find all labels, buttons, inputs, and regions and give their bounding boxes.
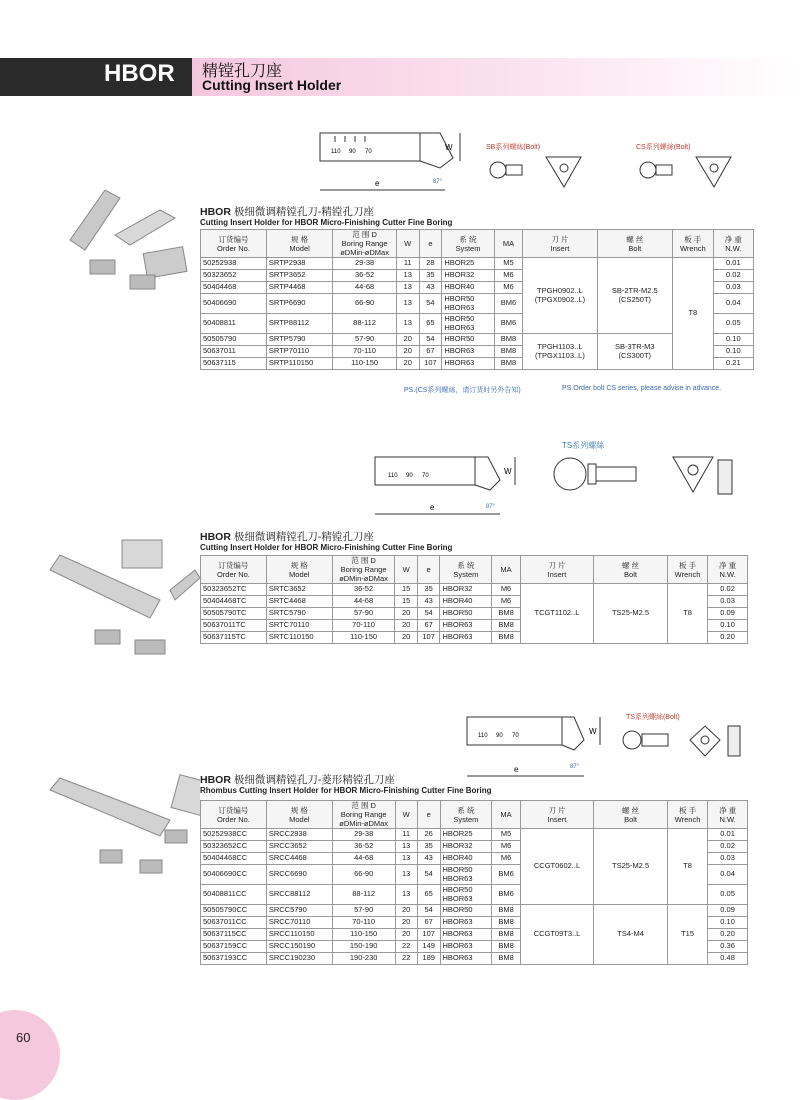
section-3-title: HBOR 极细微调精镗孔刀-菱形精镗孔刀座 xyxy=(200,774,395,786)
bolt-2: TS25-M2.5 xyxy=(594,584,668,644)
section-1-title: HBOR 极细微调精镗孔刀-精镗孔刀座 xyxy=(200,206,374,218)
table-row: 50505790CC SRCC5790 57-90 20 54 HBOR50 BM8 CCGT09T3..L TS4-M4 T15 0.09 xyxy=(201,905,748,917)
svg-text:e: e xyxy=(430,503,435,512)
table-row: 50505790TC SRTC5790 57-90 20 54 HBOR50 BM8 0.09 xyxy=(201,608,748,620)
spec-table-3: 订货编号 Order No. 规 格 Model 范 围 D Boring Range øDMin-øDMax W e 系 统 System MA 刀 片 Insert 螺 丝 Bolt 板 手 Wrench 净 重 N.W. 50252938CC SRCC2938 29-38 11 26 HBOR25 M5 CCGT0602..L TS25-M2.5 T8 0.01 50323652CC SRCC3652 36-52 13 35 HBOR32 M6 0.02 50404468CC SRCC4468 44-68 13 43 HBOR40 M6 0.03 50406690CC SRCC6690 66-90 13 54 HBOR50 HBOR63 BM6 0.04 50408811CC SRCC88112 88-112 13 65 HBOR50 HBOR63 BM6 0.05 50505790CC SRCC5790 57-90 20 54 HBOR50 BM8 CCGT09T3..L TS4-M4 T15 0.09 50637011CC SRCC70110 70-110 20 67 HBOR63 BM8 0.10 50637115CC SRCC110150 110-150 20 107 HBOR63 BM8 0.20 50637159CC SRCC150190 150-190 22 149 HBOR63 BM8 0.36 50637193CC SRCC190230 190-230 22 189 HBOR63 BM8 0.48 xyxy=(200,800,748,965)
holder-diagram-3 xyxy=(462,712,612,784)
dim-w: W xyxy=(445,143,453,152)
svg-text:e: e xyxy=(514,765,519,774)
header-title-cn: 精镗孔刀座 xyxy=(202,63,283,80)
th-bolt: 螺 丝 Bolt xyxy=(597,230,673,258)
table-row: 50323652TC SRTC3652 36-52 15 35 HBOR32 M6 TCGT1102..L TS25-M2.5 T8 0.02 xyxy=(201,584,748,596)
tick-90: 90 xyxy=(349,149,356,155)
product-photo-1 xyxy=(60,180,200,300)
table-row: 50406690 SRTP6690 66-90 13 54 HBOR50 HBOR63 BM6 0.04 xyxy=(201,294,754,314)
ts-bolt-diagram xyxy=(548,452,758,502)
wrench-group-3a: T8 xyxy=(667,829,707,905)
svg-text:W: W xyxy=(504,467,512,476)
svg-text:90: 90 xyxy=(496,733,503,739)
bolt-group-3a: TS25-M2.5 xyxy=(594,829,668,905)
table-row: 50252938CC SRCC2938 29-38 11 26 HBOR25 M5 CCGT0602..L TS25-M2.5 T8 0.01 xyxy=(201,829,748,841)
bolt-group-2: SB-3TR-M3 (CS300T) xyxy=(597,334,673,370)
th-range: 范 围 D Boring Range øDMin-øDMax xyxy=(333,230,397,258)
sb-bolt-diagram xyxy=(486,152,606,192)
table-row: 50406690CC SRCC6690 66-90 13 54 HBOR50 HBOR63 BM6 0.04 xyxy=(201,865,748,885)
table-row: 50505790 SRTP5790 57-90 20 54 HBOR50 BM8 TPGH1103..L (TPGX1103..L) SB-3TR-M3 (CS300T) 0.10 xyxy=(201,334,754,346)
table-row: 50637011CC SRCC70110 70-110 20 67 HBOR63 BM8 0.10 xyxy=(201,917,748,929)
wrench-group-3b: T15 xyxy=(667,905,707,965)
note-cn: PS.(CS系列螺絲，请订货时另外告知) xyxy=(404,387,521,394)
svg-text:W: W xyxy=(589,727,597,736)
table-row: 50637011 SRTP70110 70-110 20 67 HBOR63 BM8 0.10 xyxy=(201,346,754,358)
tick-70: 70 xyxy=(365,149,372,155)
table-row: 50323652 SRTP3652 36-52 13 35 HBOR32 M6 0.02 xyxy=(201,270,754,282)
svg-text:87°: 87° xyxy=(570,764,580,770)
insert-group-2: TPGH1103..L (TPGX1103..L) xyxy=(523,334,597,370)
th-system: 系 统 System xyxy=(442,230,494,258)
section-1-subtitle: Cutting Insert Holder for HBOR Micro-Finishing Cutter Fine Boring xyxy=(200,218,453,227)
table-row: 50404468CC SRCC4468 44-68 13 43 HBOR40 M6 0.03 xyxy=(201,853,748,865)
wrench-1: T8 xyxy=(673,258,714,370)
note-en: PS.Order bolt CS series, please advise in advance. xyxy=(562,385,722,392)
spec-table-2: 订货编号 Order No. 规 格 Model 范 围 D Boring Range øDMin-øDMax W e 系 统 System MA 刀 片 Insert 螺 丝 Bolt 板 手 Wrench 净 重 N.W. 50323652TC SRTC3652 36-52 15 35 HBOR32 M6 TCGT1102..L TS25-M2.5 T8 0.02 50404468TC SRTC4468 44-68 15 43 HBOR40 M6 0.03 50505790TC SRTC5790 57-90 20 54 HBOR50 BM8 0.09 50637011TC SRTC70110 70-110 20 67 HBOR63 BM8 0.10 50637115TC SRTC110150 110-150 20 107 HBOR63 BM8 0.20 xyxy=(200,555,748,644)
table-row: 50637115 SRTP110150 110-150 20 107 HBOR63 BM8 0.21 xyxy=(201,358,754,370)
ts-bolt-label: TS系列螺絲 xyxy=(562,441,605,450)
insert-group-3b: CCGT09T3..L xyxy=(520,905,593,965)
section-2-subtitle: Cutting Insert Holder for HBOR Micro-Finishing Cutter Fine Boring xyxy=(200,543,453,552)
table-row: 50637115CC SRCC110150 110-150 20 107 HBOR63 BM8 0.20 xyxy=(201,929,748,941)
ts-bolt-diagram-3 xyxy=(620,722,755,764)
table-row: 50404468 SRTP4468 44-68 13 43 HBOR40 M6 0.03 xyxy=(201,282,754,294)
table-row: 50404468TC SRTC4468 44-68 15 43 HBOR40 M6 0.03 xyxy=(201,596,748,608)
th-insert: 刀 片 Insert xyxy=(523,230,597,258)
insert-group-1: TPGH0902..L (TPGX0902..L) xyxy=(523,258,597,334)
product-photo-2 xyxy=(40,530,200,660)
svg-text:110: 110 xyxy=(388,473,398,479)
holder-diagram-2 xyxy=(370,452,530,522)
table-row: 50637193CC SRCC190230 190-230 22 189 HBOR63 BM8 0.48 xyxy=(201,953,748,965)
cs-bolt-label: CS系列螺絲(Bolt) xyxy=(636,144,691,151)
table-row: 50637159CC SRCC150190 150-190 22 149 HBOR63 BM8 0.36 xyxy=(201,941,748,953)
th-model: 规 格 Model xyxy=(266,230,332,258)
angle-label: 87° xyxy=(433,179,443,185)
table-row: 50323652CC SRCC3652 36-52 13 35 HBOR32 M6 0.02 xyxy=(201,841,748,853)
page-number: 60 xyxy=(16,1030,31,1045)
insert-2: TCGT1102..L xyxy=(520,584,593,644)
th-e: e xyxy=(419,230,442,258)
th-nw: 净 重 N.W. xyxy=(713,230,753,258)
section-2-title: HBOR 极细微调精镗孔刀-精镗孔刀座 xyxy=(200,531,374,543)
holder-diagram-1 xyxy=(315,128,475,198)
table-row: 50637011TC SRTC70110 70-110 20 67 HBOR63 BM8 0.10 xyxy=(201,620,748,632)
svg-text:110: 110 xyxy=(478,733,488,739)
spec-table-1 xyxy=(200,229,754,370)
ts-bolt-label-3: TS系列螺絲(Bolt) xyxy=(626,714,680,721)
page-corner-decoration xyxy=(0,1010,60,1100)
sb-bolt-label: SB系列螺絲(Bolt) xyxy=(486,144,541,151)
svg-text:87°: 87° xyxy=(486,504,496,510)
tick-110: 110 xyxy=(331,149,341,155)
table-row: 50637115TC SRTC110150 110-150 20 107 HBOR63 BM8 0.20 xyxy=(201,632,748,644)
th-w: W xyxy=(396,230,419,258)
section-3-subtitle: Rhombus Cutting Insert Holder for HBOR Micro-Finishing Cutter Fine Boring xyxy=(200,786,492,795)
insert-group-3a: CCGT0602..L xyxy=(520,829,593,905)
header-code: HBOR xyxy=(104,60,175,87)
th-wrench: 板 手 Wrench xyxy=(673,230,714,258)
th-order: 订货编号 Order No. xyxy=(201,230,267,258)
table-row: 50408811CC SRCC88112 88-112 13 65 HBOR50 HBOR63 BM6 0.05 xyxy=(201,885,748,905)
table-row: 50408811 SRTP88112 88-112 13 65 HBOR50 HBOR63 BM6 0.05 xyxy=(201,314,754,334)
wrench-2: T8 xyxy=(667,584,707,644)
bolt-group-3b: TS4-M4 xyxy=(594,905,668,965)
th-ma: MA xyxy=(494,230,523,258)
svg-text:90: 90 xyxy=(406,473,413,479)
table-row: 50252938 SRTP2938 29-38 11 28 HBOR25 M5 TPGH0902..L (TPGX0902..L) SB-2TR-M2.5 (CS250T) T8 0.01 xyxy=(201,258,754,270)
dim-e: e xyxy=(375,179,380,188)
svg-text:70: 70 xyxy=(512,733,519,739)
svg-text:70: 70 xyxy=(422,473,429,479)
header-title-en: Cutting Insert Holder xyxy=(202,77,342,93)
product-photo-3 xyxy=(40,770,200,890)
bolt-group-1: SB-2TR-M2.5 (CS250T) xyxy=(597,258,673,334)
cs-bolt-diagram xyxy=(636,152,756,192)
